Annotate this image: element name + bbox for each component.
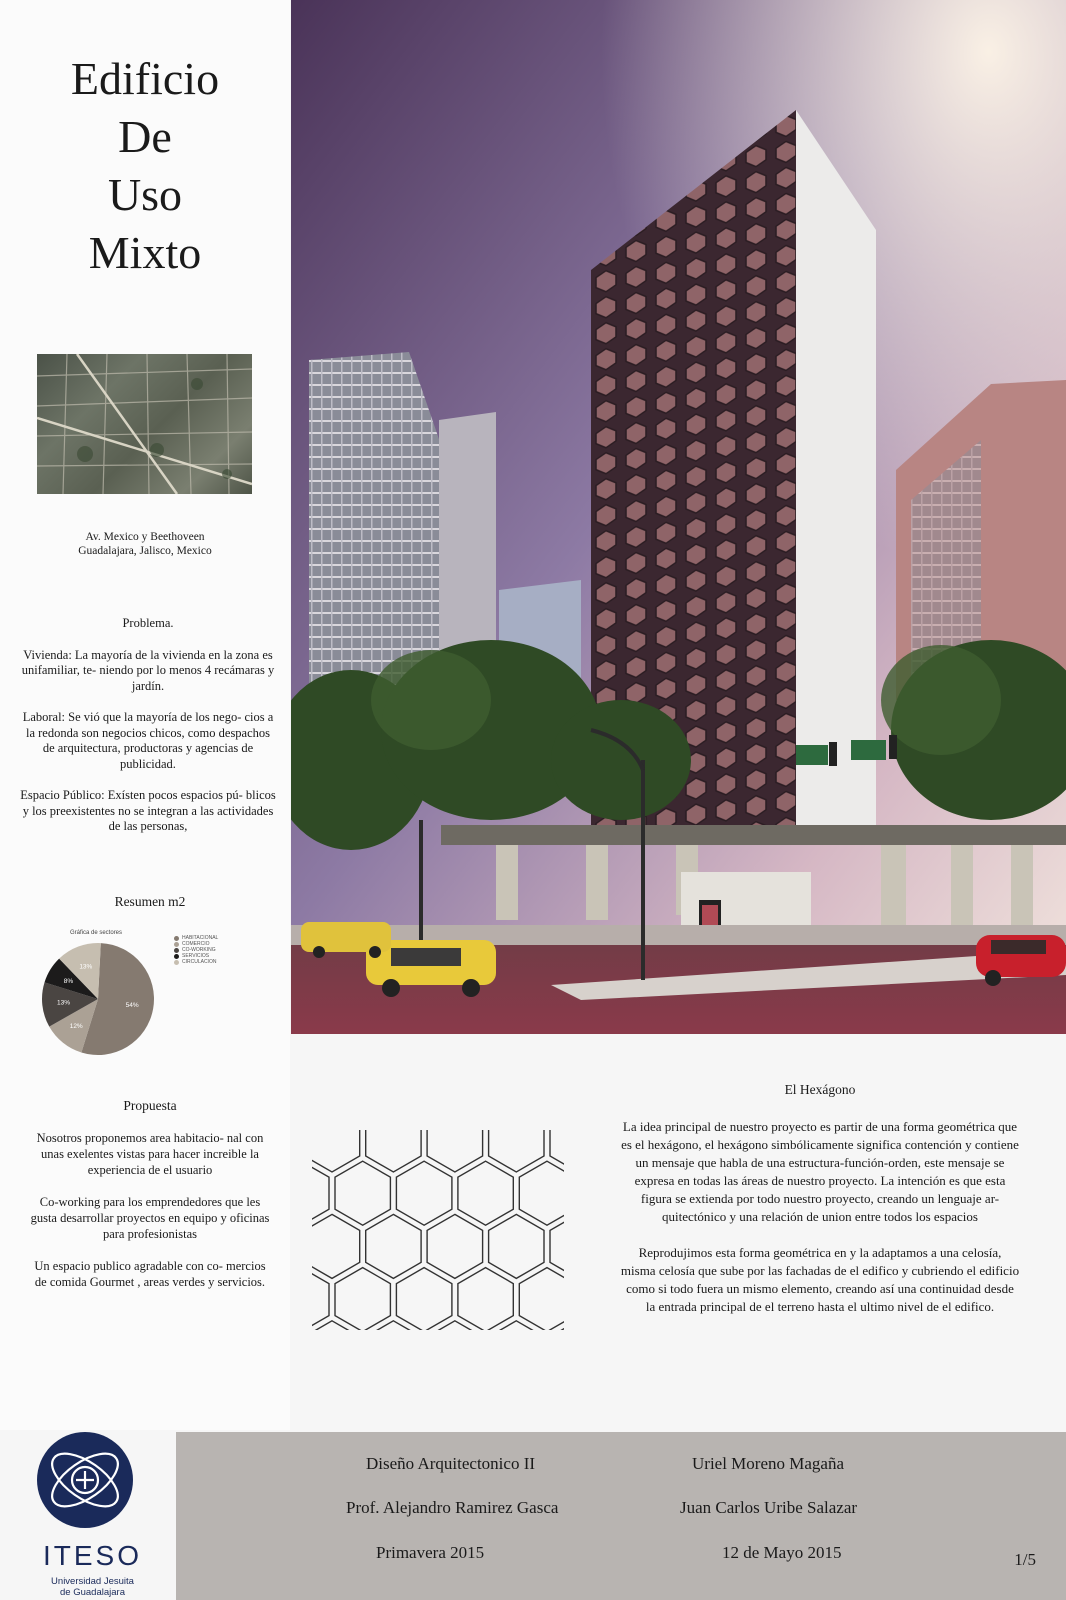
render-graphic xyxy=(291,0,1066,1034)
map-streets-graphic xyxy=(37,354,252,494)
proposal-section xyxy=(30,1130,270,1306)
proposal-p2: Co-working para los emprendedores que les gusta desarrollar proyectos en equipo y oficinas para profesionistas xyxy=(30,1195,270,1241)
pie-svg xyxy=(40,935,170,1065)
left-column xyxy=(0,0,290,1430)
hexagon-cell xyxy=(550,1214,564,1278)
title-line-1: Edificio xyxy=(70,53,220,104)
hexagon-p2: Reprodujimos esta forma geométrica en y la adaptamos a una celosía, misma celosía que sube por las fachadas de el edifico y cubriendo el edificio como si todo fuera un mismo elemento, creando así una continuidad desde la entrada principal de el terreno hasta el ultimo nivel de el edifico. xyxy=(620,1245,1020,1314)
address-line-2: Guadalajara, Jalisco, Mexico xyxy=(78,545,212,557)
logo-wordmark: ITESO xyxy=(42,1540,142,1571)
pie-legend xyxy=(174,935,218,965)
hexagon-cells xyxy=(312,1130,564,1330)
hexagon-cell xyxy=(427,1130,483,1172)
problem-vivienda: Vivienda: La mayoría de la vivienda en la zona es unifamiliar, te- niendo por lo menos 4 recámaras y jardín. xyxy=(21,647,275,693)
hexagon-cell xyxy=(489,1130,544,1172)
proposal-p3: Un espacio publico agradable con co- mercios de comida Gourmet , areas verdes y servicios. xyxy=(34,1259,266,1289)
legend-label: COMERCIO xyxy=(182,941,210,947)
pie-label-circulacion: 13% xyxy=(79,963,93,971)
hexagon-lattice-diagram xyxy=(312,1130,564,1330)
legend-label: SERVICIOS xyxy=(182,953,210,959)
hexagon-cell xyxy=(312,1268,329,1330)
legend-swatch xyxy=(174,936,179,941)
hexagon-cell xyxy=(396,1161,452,1225)
hexagon-cell xyxy=(489,1214,544,1278)
address-line-1: Av. Mexico y Beethoveen xyxy=(85,531,205,543)
hexagon-cell xyxy=(458,1161,513,1225)
title-line-2: De xyxy=(118,111,172,162)
summary-heading: Resumen m2 xyxy=(114,894,186,909)
title-line-4: Mixto xyxy=(88,227,202,278)
building-render xyxy=(291,0,1066,1034)
pie-label-comercio: 12% xyxy=(69,1023,83,1031)
problem-laboral: Laboral: Se vió que la mayoría de los nego- cios a la redonda son negocios chicos, como despachos de arquitectura, productoras y agencias de publicidad. xyxy=(22,710,274,771)
hexagon-cell xyxy=(427,1214,483,1278)
hexagon-cell xyxy=(335,1161,390,1225)
hexagon-cell xyxy=(366,1130,421,1172)
pie-chart-title: Gráfica de sectores xyxy=(70,930,123,936)
legend-label: HABITACIONAL xyxy=(182,935,219,941)
hexagon-heading: El Hexágono xyxy=(784,1082,856,1097)
logo-subtitle xyxy=(30,1576,155,1598)
hexagon-cell xyxy=(366,1214,421,1278)
hexagon-cell xyxy=(519,1161,564,1225)
pie-label-co-working: 13% xyxy=(56,999,70,1007)
footer-date: 12 de Mayo 2015 xyxy=(722,1543,842,1562)
proposal-heading: Propuesta xyxy=(123,1098,177,1113)
footer-term: Primavera 2015 xyxy=(376,1543,485,1562)
hexagon-p1: La idea principal de nuestro proyecto es partir de una forma geométrica que es el hexágono, el hexágono simbólicamente significa contención y contiene un mensaje que habla de una estructura-función-orden, este mensaje se expresa en todas las áreas de nuestro proyecto. La intención es que esta figura se extienda por todo nuestro proyecto, creando un lenguaje ar- quitectónico y una relación de union entre todos los espacios xyxy=(621,1119,1019,1224)
hexagon-section xyxy=(620,1118,1020,1334)
iteso-logo-icon xyxy=(30,1430,155,1600)
logo-sub-line-2: de Guadalajara xyxy=(60,1587,125,1598)
problem-espacio: Espacio Público: Exísten pocos espacios pú- blicos y los preexistentes no se integran a las actividades de las personas, xyxy=(20,788,276,833)
legend-item-circulacion xyxy=(174,959,218,965)
proposal-p1: Nosotros proponemos area habitacio- nal con unas exelentes vistas para hacer increible la experiencia de el usuario xyxy=(36,1131,264,1177)
site-address xyxy=(20,530,270,558)
footer-band xyxy=(176,1432,1066,1600)
pie-label-habitacional: 54% xyxy=(125,1002,139,1010)
hexagon-cell xyxy=(396,1268,452,1330)
legend-swatch xyxy=(174,960,179,965)
area-pie-chart xyxy=(40,930,230,1065)
hexagon-cell xyxy=(335,1268,390,1330)
logo-sub-line-1: Universidad Jesuita xyxy=(51,1576,134,1587)
page-number: 1/5 xyxy=(1014,1550,1036,1569)
hexagon-cell xyxy=(312,1214,360,1278)
hexagon-cell xyxy=(519,1268,564,1330)
site-aerial-map xyxy=(37,354,252,494)
poster-title xyxy=(0,50,290,282)
problem-heading: Problema. xyxy=(122,616,174,630)
problem-section xyxy=(20,616,276,851)
title-line-3: Uso xyxy=(107,169,183,220)
footer-author-1: Uriel Moreno Magaña xyxy=(692,1454,845,1473)
legend-swatch xyxy=(174,954,179,959)
footer-course: Diseño Arquitectonico II xyxy=(366,1454,536,1473)
hexagon-cell xyxy=(312,1161,329,1225)
hexagon-cell xyxy=(550,1130,564,1172)
hexagon-cell xyxy=(312,1130,360,1172)
footer-author-2: Juan Carlos Uribe Salazar xyxy=(680,1498,858,1517)
legend-label: CO-WORKING xyxy=(182,947,216,953)
footer-professor: Prof. Alejandro Ramirez Gasca xyxy=(346,1498,559,1517)
hexagon-cell xyxy=(458,1268,513,1330)
pie-label-servicios: 8% xyxy=(63,977,74,985)
legend-label: CIRCULACION xyxy=(182,959,217,965)
legend-swatch xyxy=(174,942,179,947)
legend-swatch xyxy=(174,948,179,953)
